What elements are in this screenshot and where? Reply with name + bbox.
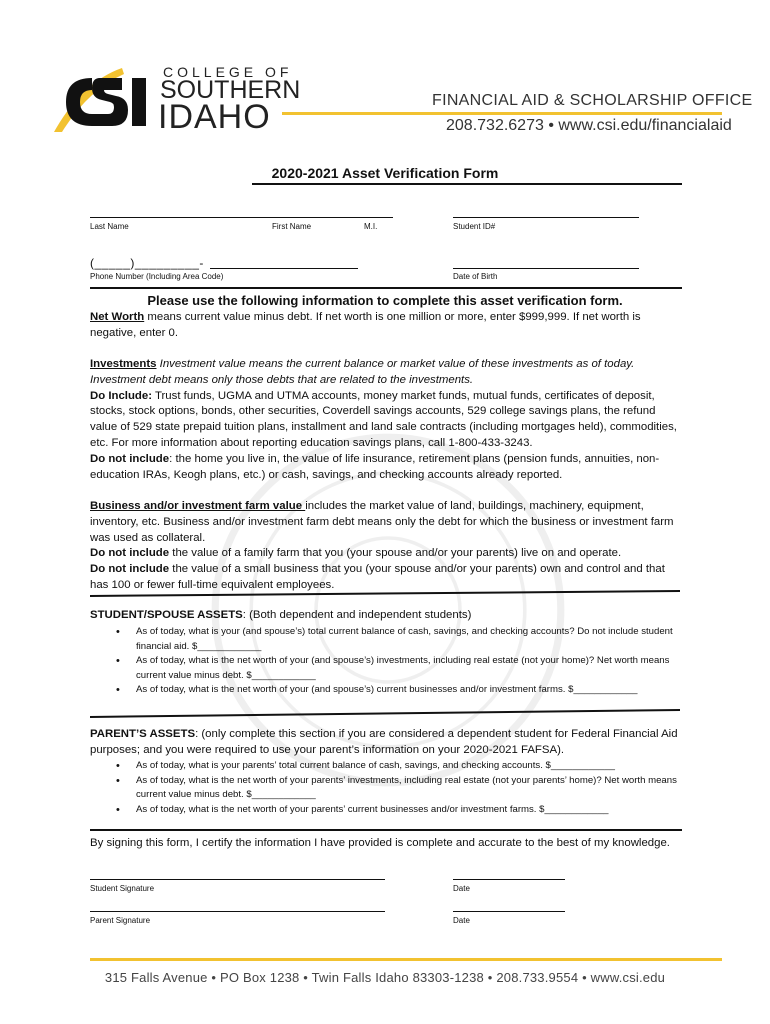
- business-do-not-include-text: the value of a small business that you (your spouse and/or your parents) own and control and that has 100 or fewer full-time equivalent employees.: [90, 563, 665, 591]
- business-term: Business and/or investment farm value: [90, 500, 306, 512]
- dob-label: Date of Birth: [453, 272, 498, 281]
- student-assets-subtitle: : (Both dependent and independent students): [242, 609, 472, 621]
- parent-asset-cash[interactable]: • As of today, what is your parents’ total current balance of cash, savings, and checking accounts. $____________: [116, 759, 686, 774]
- first-name-label: First Name: [272, 222, 312, 231]
- investments-definition: Investment value means the current balance or market value of these investments as of today. Investment debt means only those debts that are related to the investments.: [90, 358, 635, 386]
- do-include-label: Do Include:: [90, 389, 153, 402]
- section-rule-2: [90, 590, 680, 598]
- office-name: FINANCIAL AID & SCHOLARSHIP OFFICE: [432, 92, 753, 109]
- parent-date-field[interactable]: [453, 911, 565, 912]
- footer-divider: [90, 958, 722, 961]
- business-text: includes the market value of land, buildings, machinery, equipment, inventory, etc. Business and/or investment farm debt means only the debt for which the business or investment farm was used as collateral.: [90, 500, 674, 544]
- parent-assets-subtitle: : (only complete this section if you are considered a dependent student for Federal Financial Aid purposes; and you were required to use your parent’s information on your 2020-2021 FAFSA).: [90, 728, 678, 756]
- do-not-include-label: Do not include: [90, 452, 170, 465]
- student-assets-list: [116, 625, 686, 698]
- parent-signature-field[interactable]: [90, 911, 385, 912]
- investments-term: Investments: [90, 358, 157, 370]
- office-contact: 208.732.6273 • www.csi.edu/financialaid: [446, 117, 732, 134]
- parent-date-label: Date: [453, 916, 470, 925]
- instructions-heading: Please use the following information to complete this asset verification form.: [147, 293, 623, 308]
- do-not-include-text: : the home you live in, the value of life insurance, retirement plans (pension funds, annuities, non-education IRAs, Keogh plans, etc.) or cash, savings, and checking accounts already reported.: [90, 452, 660, 481]
- section-rule-1: [90, 287, 682, 289]
- business-paragraph: [90, 499, 680, 594]
- parent-asset-investments[interactable]: • As of today, what is the net worth of your parents’ investments, including real estate (not your parents’ home)? Net worth means current value minus debt. $____________: [116, 774, 686, 803]
- logo-college-text: COLLEGE OF: [163, 64, 293, 80]
- section-rule-4: [90, 829, 682, 831]
- student-date-label: Date: [453, 884, 470, 893]
- name-field[interactable]: [90, 217, 393, 218]
- net-worth-term: Net Worth: [90, 311, 145, 323]
- parent-assets-title: PARENT’S ASSETS: [90, 728, 196, 740]
- mi-label: M.I.: [364, 222, 378, 231]
- net-worth-text: means current value minus debt. If net worth is one million or more, enter $999,999. If net worth is negative, enter 0.: [90, 311, 641, 339]
- student-date-field[interactable]: [453, 879, 565, 880]
- student-assets-title: STUDENT/SPOUSE ASSETS: [90, 609, 243, 621]
- form-title: 2020-2021 Asset Verification Form: [271, 165, 499, 181]
- logo-idaho-text: IDAHO: [158, 98, 271, 136]
- parent-asset-business[interactable]: • As of today, what is the net worth of your parents’ current businesses and/or investment farms. $____________: [116, 803, 686, 818]
- student-signature-field[interactable]: [90, 879, 385, 880]
- dob-field[interactable]: [453, 268, 639, 269]
- student-asset-investments[interactable]: • As of today, what is the net worth of your (and spouse’s) investments, including real estate (not your home)? Net worth means current value minus debt. $____________: [116, 654, 686, 683]
- business-do-not-include-label: Do not include: [90, 563, 170, 576]
- header-divider: [282, 112, 722, 115]
- net-worth-paragraph: [90, 310, 680, 342]
- parent-assets-list: [116, 759, 686, 817]
- parent-signature-label: Parent Signature: [90, 916, 151, 925]
- logo-southern-text: SOUTHERN: [160, 76, 301, 104]
- section-rule-3: [90, 709, 680, 719]
- student-asset-cash[interactable]: • As of today, what is your (and spouse’s) total current balance of cash, savings, and checking accounts? Do not include student financial aid. $____________: [116, 625, 686, 654]
- do-include-text: Trust funds, UGMA and UTMA accounts, money market funds, mutual funds, certificates of deposit, stocks, stock options, bonds, other securities, Coverdell savings accounts, 529 college savings plans, the refund value of 529 state prepaid tuition plans, installment and land sale contracts (including mortgages held), commodities, etc. For more information about reporting education savings plans, call 1-800-433-3243.: [90, 389, 677, 449]
- investments-paragraph: [90, 357, 680, 483]
- student-assets-heading: [90, 608, 680, 624]
- title-rule: [252, 183, 682, 185]
- parent-assets-paragraph: [90, 727, 680, 759]
- phone-field[interactable]: [210, 268, 358, 269]
- last-name-label: Last Name: [90, 222, 129, 231]
- farm-do-not-include-text: the value of a family farm that you (your spouse and/or your parents) live on and operate.: [169, 547, 622, 560]
- footer-address: 315 Falls Avenue • PO Box 1238 • Twin Falls Idaho 83303-1238 • 208.733.9554 • www.csi.edu: [104, 970, 666, 985]
- student-asset-business[interactable]: • As of today, what is the net worth of your (and spouse’s) current businesses and/or investment farms. $____________: [116, 683, 686, 698]
- student-id-field[interactable]: [453, 217, 639, 218]
- phone-label: Phone Number (Including Area Code): [90, 272, 224, 281]
- certification-text: By signing this form, I certify the information I have provided is complete and accurate to the best of my knowledge.: [90, 837, 670, 849]
- farm-do-not-include-label: Do not include: [90, 547, 170, 560]
- student-signature-label: Student Signature: [90, 884, 155, 893]
- csi-logo-mark: [52, 62, 156, 134]
- student-id-label: Student ID#: [453, 222, 496, 231]
- phone-field-prefix[interactable]: (_____)_________-: [90, 256, 204, 270]
